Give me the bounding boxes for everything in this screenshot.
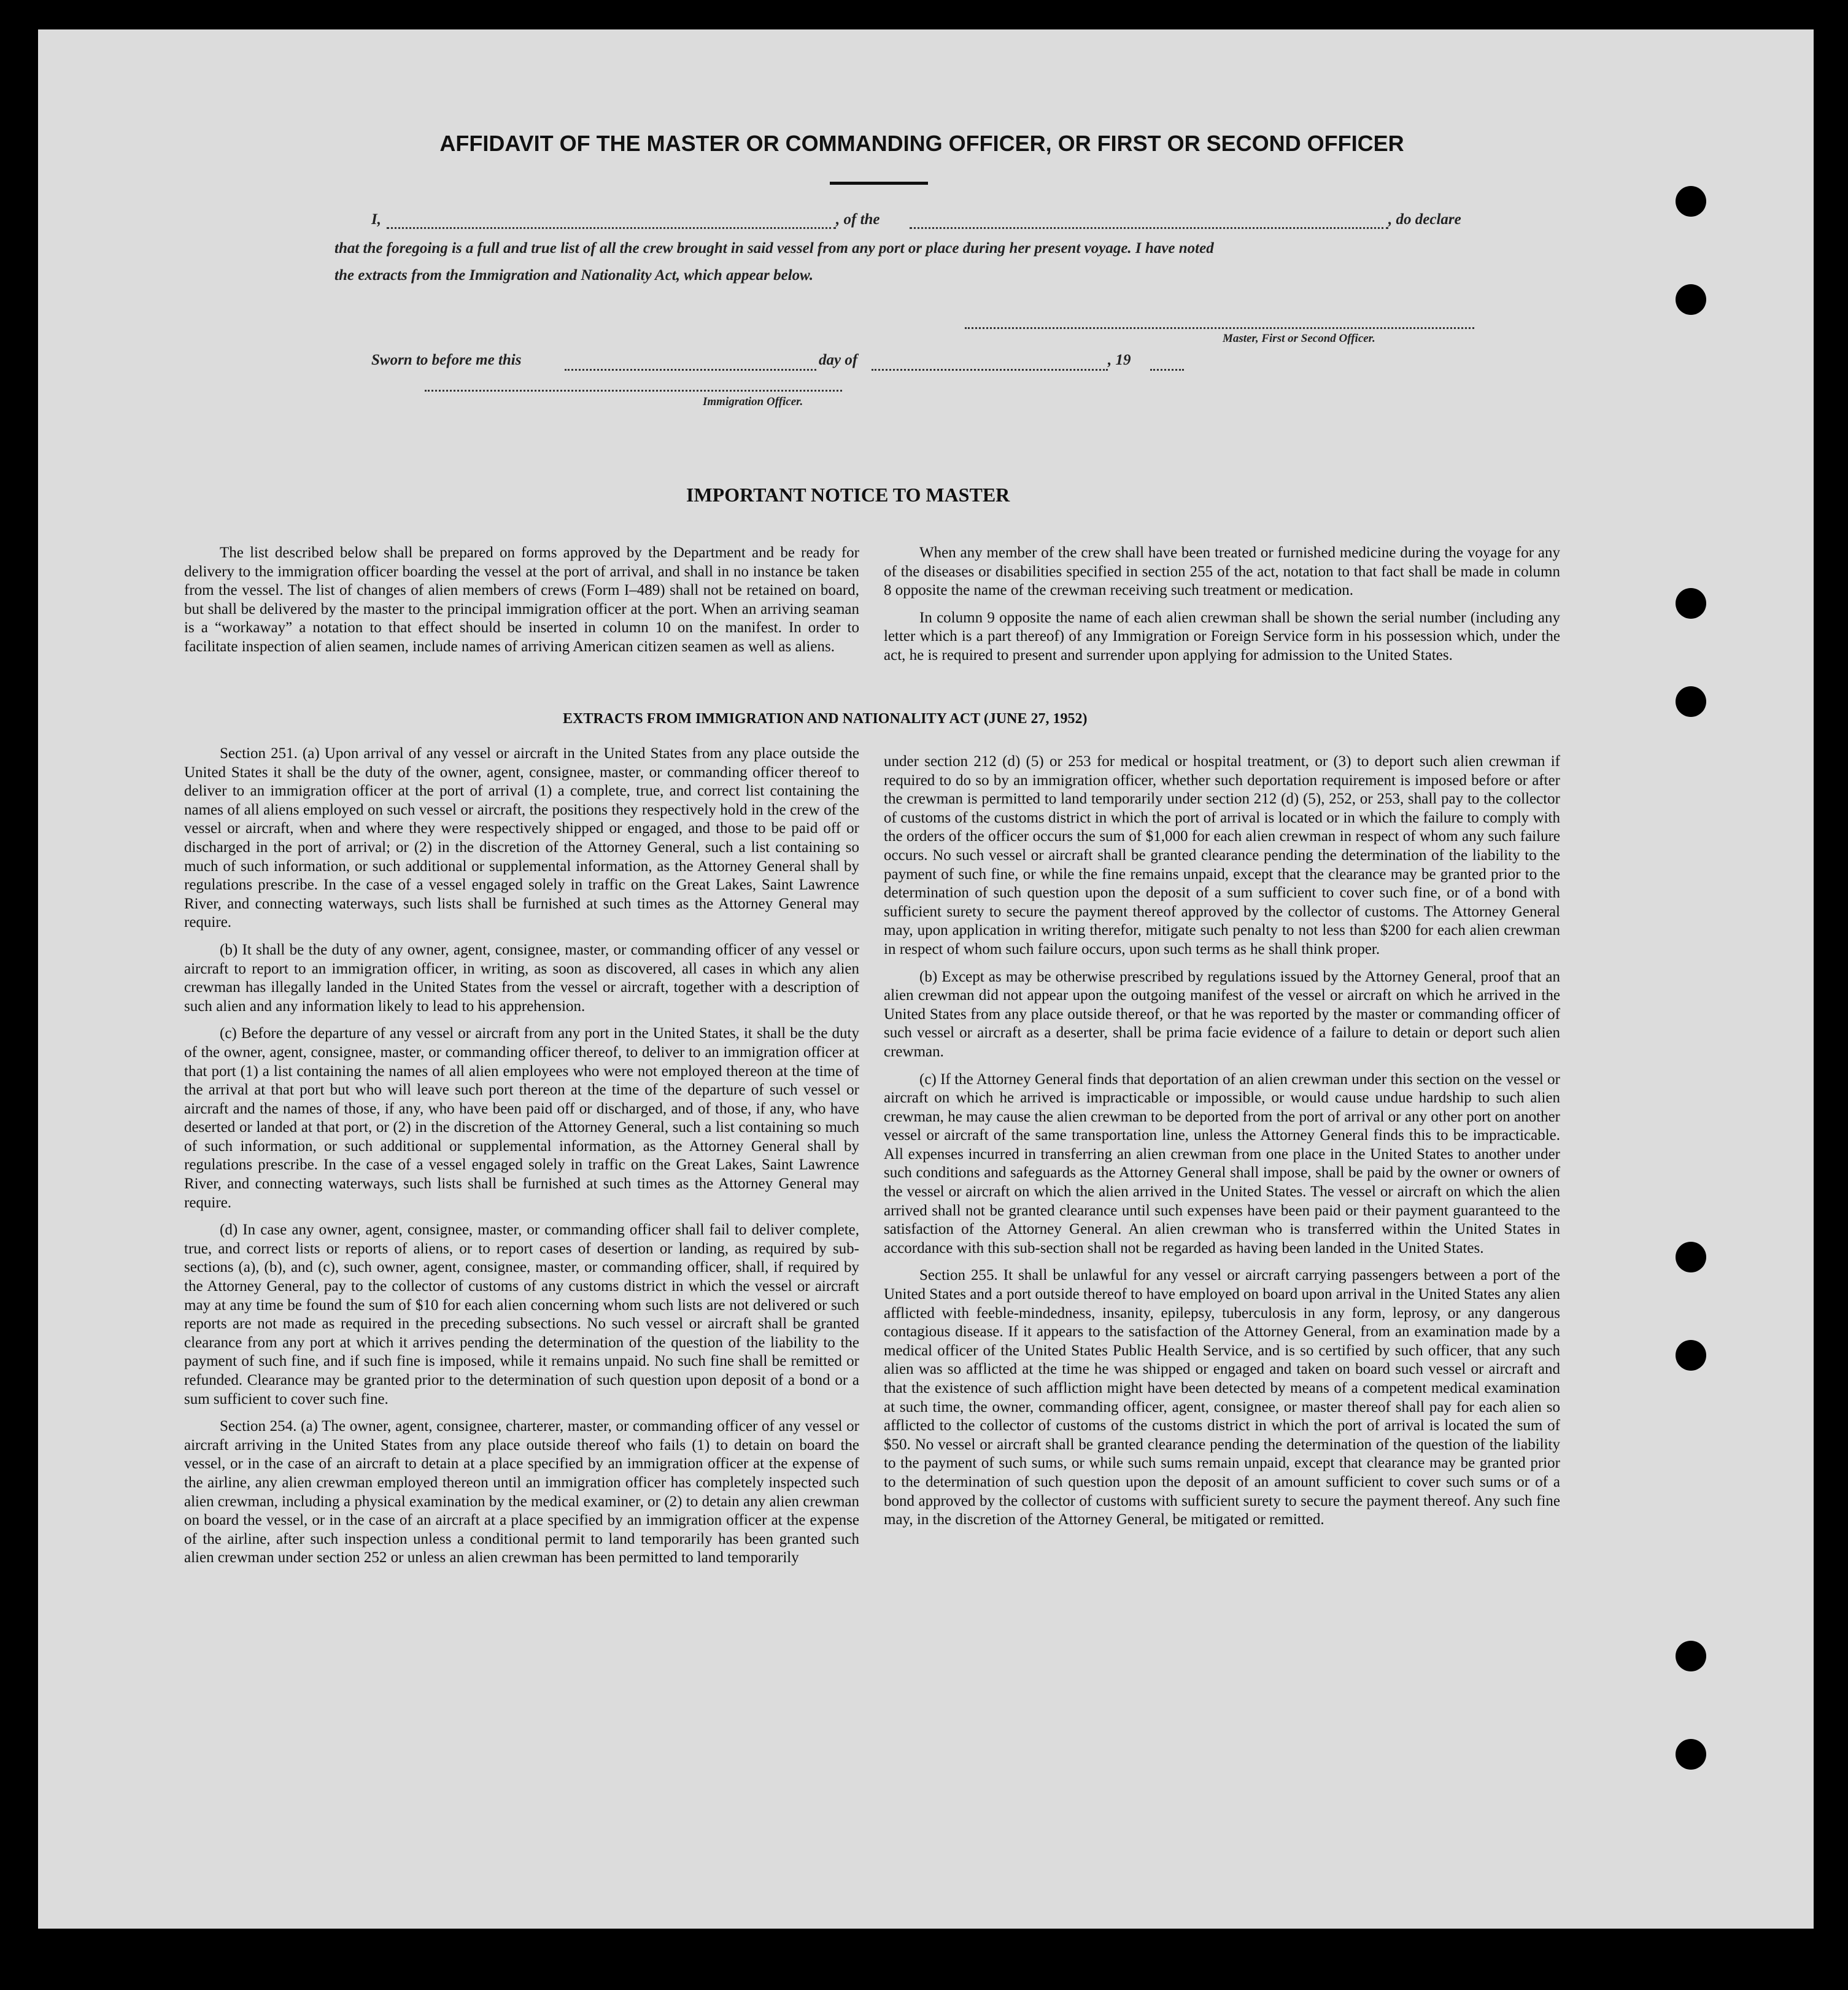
affidavit-statement-line: that the foregoing is a full and true list of all the crew brought in said vessel from any port or place during her present voyage. I have noted <box>334 240 1214 257</box>
extract-paragraph: Section 251. (a) Upon arrival of any vessel or aircraft in the United States from any place outside the United States it shall be the duty of the owner, agent, consignee, master, or commanding officer thereof to deliver to an immigration officer at the port of arrival (1) a complete, true, and correct list containing the names of all aliens employed on such vessel or aircraft, the positions they respectively hold in the crew of the vessel or aircraft, when and where they were respectively shipped or engaged, and those to be paid off or discharged in the port of arrival; or (2) in the discretion of the Attorney General, such a list containing so much of such information, or such additional or supplemental information, as the Attorney General shall by regulations prescribe. In the case of a vessel engaged solely in traffic on the Great Lakes, Saint Lawrence River, and connecting waterways, such lists shall be furnished at such times as the Attorney General may require. <box>184 745 859 931</box>
sworn-year-field[interactable] <box>1150 369 1184 371</box>
sworn-month-field[interactable] <box>872 369 1108 371</box>
extract-paragraph: (c) If the Attorney General finds that deportation of an alien crewman under this section on the vessel or aircraft on which he arrived is impracticable or impossible, or would cause undue hardship to such alien crewman, he may cause the alien crewman to be deported from the port of arrival or any other port on another vessel or aircraft of the same transportation line, unless the Attorney General finds this to be impracticable. All expenses incurred in transferring an alien crewman from one place in the United States to another under such conditions and safeguards as the Attorney General shall impose, shall be paid by the owner or owners of the vessel or aircraft on which the alien arrived in the United States. The vessel or aircraft on which the alien arrived shall not be granted clearance until such expenses have been paid or their payment guaranteed to the satisfaction of the Attorney General. An alien crewman who is transferred within the United States in accordance with this sub-section shall not be regarded as having been landed in the United States. <box>884 1070 1560 1256</box>
notice-left-column <box>184 544 859 665</box>
officer-signature-label: Immigration Officer. <box>703 395 803 408</box>
declarant-name-field[interactable] <box>387 227 836 229</box>
punch-hole <box>1676 1739 1706 1770</box>
master-signature-field[interactable] <box>965 327 1474 329</box>
title-rule <box>830 182 928 185</box>
affidavit-title: AFFIDAVIT OF THE MASTER OR COMMANDING OFFICER, OR FIRST OR SECOND OFFICER <box>439 131 1404 156</box>
extract-paragraph: Section 254. (a) The owner, agent, consignee, charterer, master, or commanding officer of any vessel or aircraft arriving in the United States from any place outside thereof who fails (1) to detain on board the vessel, or in the case of an aircraft to detain at a place specified by an immigration officer at the expense of the airline, any alien crewman employed thereon until an immigration officer has completely inspected such alien crewman, including a physical examination by the medical examiner, or (2) to detain any alien crewman on board the vessel, or in the case of an aircraft at a place specified by an immigration officer at the expense of the airline, after such inspection unless a conditional permit to land temporarily has been granted such alien crewman under section 252 or unless an alien crewman has been permitted to land temporarily <box>184 1418 859 1566</box>
extract-paragraph: (b) It shall be the duty of any owner, agent, consignee, master, or commanding officer of any vessel or aircraft to report to an immigration officer, in writing, as soon as discovered, all cases in which any alien crewman has illegally landed in the United States from the vessel or aircraft, together with a description of such alien and any information likely to lead to his apprehension. <box>184 941 859 1015</box>
notice-paragraph: The list described below shall be prepared on forms approved by the Department and be ready for delivery to the immigration officer boarding the vessel at the port of arrival, and shall in no instance be taken from the vessel. The list of changes of alien members of crews (Form I–489) shall not be retained on board, but shall be delivered by the master to the principal immigration officer at the port. When an arriving seaman is a “workaway” a notation to that effect should be inserted in column 10 on the manifest. In order to facilitate inspection of alien seamen, include names of arriving American citizen seamen as well as aliens. <box>184 544 859 655</box>
punch-hole <box>1676 686 1706 717</box>
declare-label: , do declare <box>1388 211 1461 228</box>
extracts-right-column <box>884 753 1560 1538</box>
punch-hole <box>1676 1641 1706 1671</box>
document-page <box>38 29 1814 1929</box>
extract-paragraph: (b) Except as may be otherwise prescribed by regulations issued by the Attorney General, proof that an alien crewman did not appear upon the outgoing manifest of the vessel or aircraft on which he arrived in the United States from any place outside thereof, or that he was reported by the master or commanding officer of such vessel or aircraft as a deserter, shall be prima facie evidence of a failure to detain or deport such alien crewman. <box>884 968 1560 1060</box>
declarant-prefix: I, <box>371 211 381 228</box>
extract-paragraph: Section 255. It shall be unlawful for any vessel or aircraft carrying passengers between a port of the United States and a port outside thereof to have employed on board upon arrival in the United States any alien afflicted with feeble-mindedness, insanity, epilepsy, tuberculosis in any form, leprosy, or any dangerous contagious disease. If it appears to the satisfaction of the Attorney General, from an examination made by a medical officer of the United States Public Health Service, and is so certified by such officer, that any such alien was so afflicted at the time he was shipped or engaged and taken on board such vessel or aircraft and that the existence of such affliction might have been detected by means of a competent medical examination at such time, the owner, commanding officer, agent, consignee, or master thereof shall pay for each alien so afflicted to the collector of customs of the customs district in which the port of arrival is located the sum of $50. No vessel or aircraft shall be granted clearance pending the determination of the question of the liability to the payment of such sums, or while such sums remain unpaid, except that clearance may be granted prior to the determination of such question upon the deposit of an amount sufficient to cover such sums or of a bond approved by the collector of customs with sufficient surety to secure the payment thereof. Any such fine may, in the discretion of the Attorney General, be mitigated or remitted. <box>884 1267 1560 1528</box>
punch-hole <box>1676 284 1706 315</box>
punch-hole <box>1676 1340 1706 1371</box>
affidavit-statement-line: the extracts from the Immigration and Nationality Act, which appear below. <box>334 267 814 284</box>
year-label: , 19 <box>1108 352 1131 368</box>
sworn-label: Sworn to before me this <box>371 352 522 368</box>
master-signature-label: Master, First or Second Officer. <box>1223 332 1375 345</box>
notice-paragraph: In column 9 opposite the name of each alien crewman shall be shown the serial number (including any letter which is a part thereof) of any Immigration or Foreign Service form in his possession which, under the act, he is required to present and surrender upon applying for admission to the United States. <box>884 609 1560 664</box>
officer-signature-field[interactable] <box>425 390 842 392</box>
extract-paragraph: (c) Before the departure of any vessel or aircraft from any port in the United States, it shall be the duty of the owner, agent, consignee, master, or commanding officer thereof, to deliver to an immigration officer at that port (1) a list containing the names of all alien employees who were not employed thereon at the time of the arrival at that port but who will leave such port thereon at the time of the departure of such vessel or aircraft and the names of those, if any, who have been paid off or discharged, and of those, if any, who have deserted or landed at that port, or (2) in the discretion of the Attorney General, such a list containing so much of such information, or such additional or supplemental information, as the Attorney General shall by regulations prescribe. In the case of a vessel engaged solely in traffic on the Great Lakes, Saint Lawrence River, and connecting waterways, such lists shall be furnished at such times as the Attorney General may require. <box>184 1025 859 1211</box>
extract-paragraph: under section 212 (d) (5) or 253 for medical or hospital treatment, or (3) to deport such alien crewman if required to do so by an immigration officer, whether such deportation requirement is imposed before or after the crewman is permitted to land temporarily under section 212 (d) (5), 252, or 253, shall pay to the collector of customs of the customs district in which the port of arrival is located or in which the failure to comply with the orders of the officer occurs the sum of $1,000 for each alien crewman in respect of whom any such failure occurs. No such vessel or aircraft shall be granted clearance pending the determination of the liability to the payment of such fine, or while the fine remains unpaid, except that the clearance may be granted prior to the determination of such question upon the deposit of a sum sufficient to cover such fine, or of a bond with sufficient surety to secure the payment thereof approved by the collector of customs. The Attorney General may, upon application in writing therefor, mitigate such penalty to not less than $200 for each alien crewman in respect of whom such failure occurs, upon such terms as he shall think proper. <box>884 753 1560 958</box>
of-the-label: , of the <box>836 211 880 228</box>
vessel-field[interactable] <box>910 227 1388 229</box>
notice-paragraph: When any member of the crew shall have been treated or furnished medicine during the voyage for any of the diseases or disabilities specified in section 255 of the act, notation to that fact shall be made in column 8 opposite the name of the crewman receiving such treatment or medication. <box>884 544 1560 599</box>
punch-hole <box>1676 186 1706 217</box>
punch-hole <box>1676 1242 1706 1272</box>
notice-right-column <box>884 544 1560 674</box>
notice-title: IMPORTANT NOTICE TO MASTER <box>686 484 1010 506</box>
sworn-day-field[interactable] <box>565 369 816 371</box>
day-of-label: day of <box>819 352 858 368</box>
extract-paragraph: (d) In case any owner, agent, consignee, master, or commanding officer shall fail to deliver complete, true, and correct lists or reports of aliens, or to report cases of desertion or landing, as required by sub-sections (a), (b), and (c), such owner, agent, consignee, master, or commanding officer, shall, if required by the Attorney General, pay to the collector of customs of any customs district in which the vessel or aircraft may at any time be found the sum of $10 for each alien concerning whom such lists are not delivered or such reports are not made as required in the preceding subsections. No such vessel or aircraft shall be granted clearance from any port at which it arrives pending the determination of the question of the liability to the payment of such fine, and if such fine is imposed, while it remains unpaid. No such fine shall be remitted or refunded. Clearance may be granted prior to the determination of such question upon deposit of a bond or a sum sufficient to cover such fine. <box>184 1221 859 1407</box>
punch-hole <box>1676 588 1706 619</box>
extracts-left-column <box>184 745 859 1576</box>
extracts-title: EXTRACTS FROM IMMIGRATION AND NATIONALITY ACT (JUNE 27, 1952) <box>563 711 1088 727</box>
